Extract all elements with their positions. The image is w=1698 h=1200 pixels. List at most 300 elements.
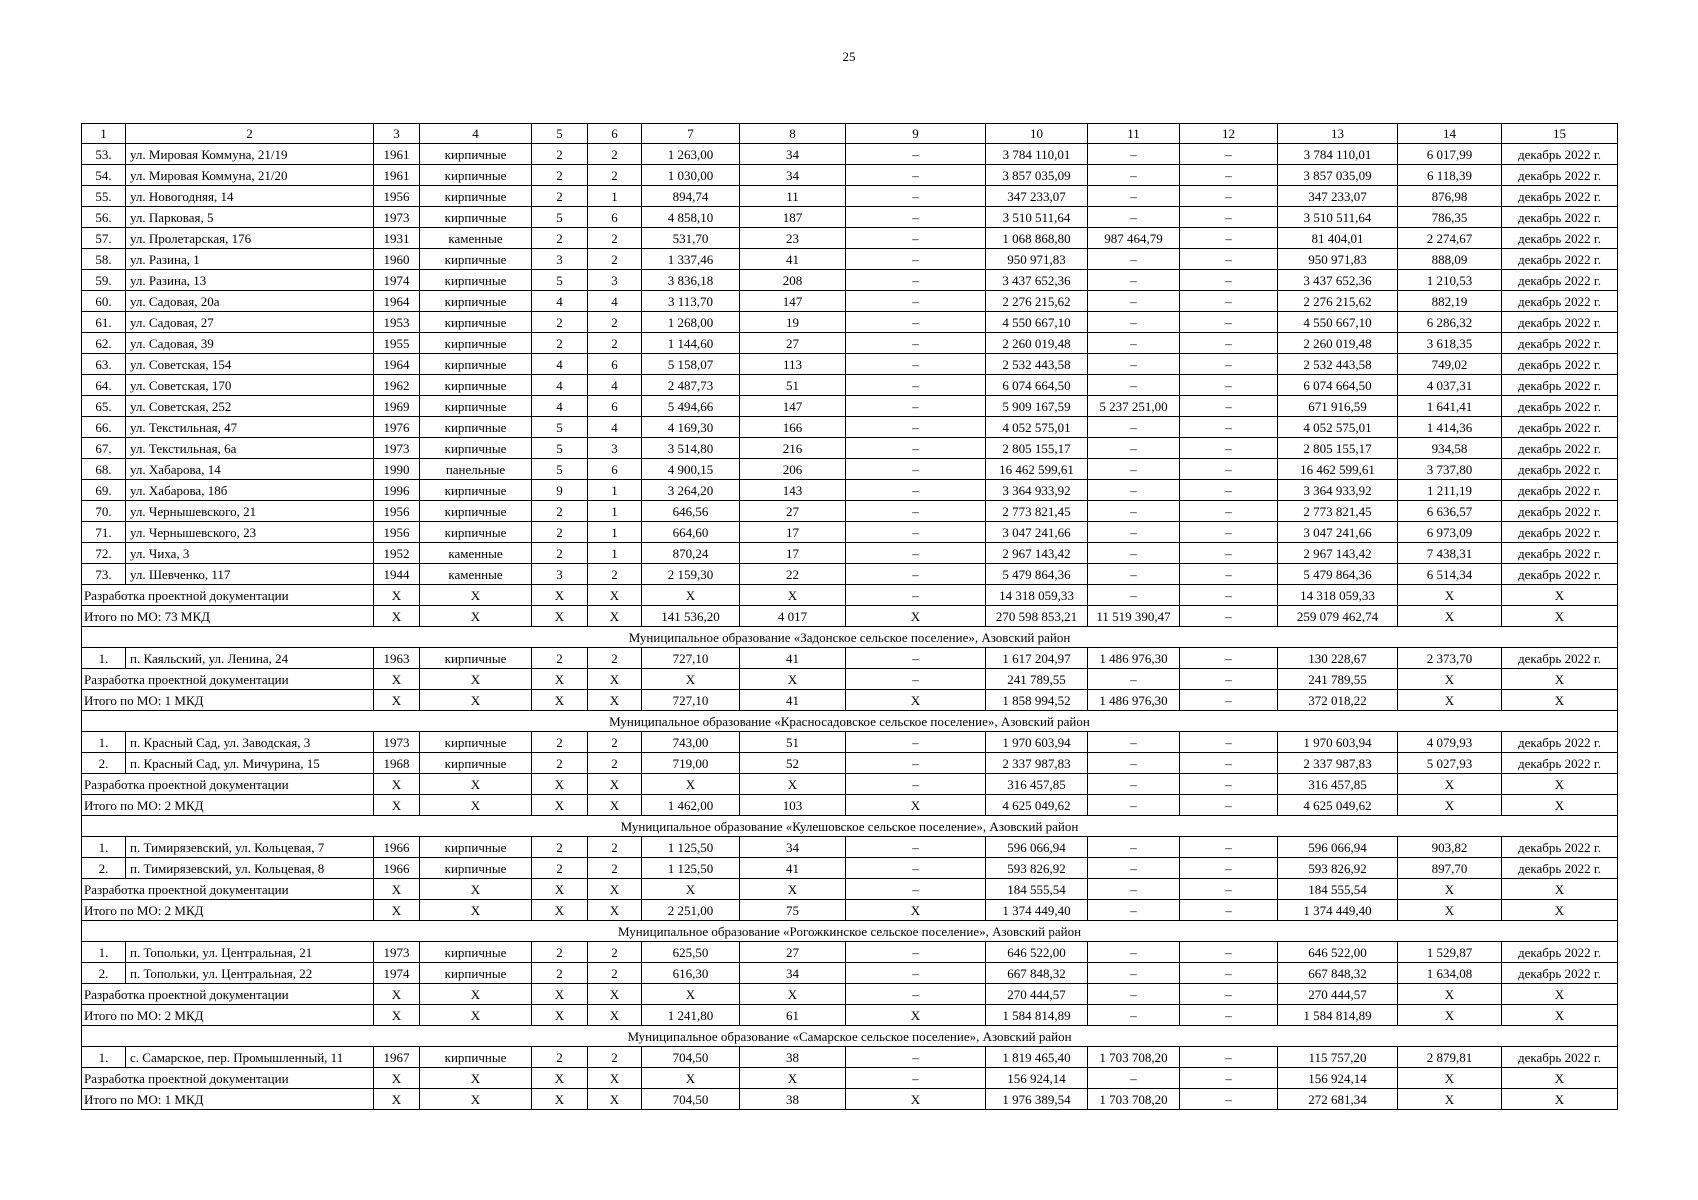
column-number-cell: 4 <box>420 124 532 144</box>
table-cell: X <box>588 606 642 627</box>
table-cell: 2 373,70 <box>1398 648 1502 669</box>
table-cell: 1 125,50 <box>642 837 740 858</box>
table-cell: X <box>1502 984 1618 1005</box>
table-cell: 3 <box>532 564 588 585</box>
table-cell: 1 634,08 <box>1398 963 1502 984</box>
table-cell: 1 703 708,20 <box>1088 1089 1180 1110</box>
table-cell: 2 <box>532 543 588 564</box>
table-cell: X <box>420 774 532 795</box>
table-cell: 2. <box>82 858 126 879</box>
table-cell: – <box>1088 249 1180 270</box>
table-cell: декабрь 2022 г. <box>1502 501 1618 522</box>
table-cell: 2 <box>532 501 588 522</box>
table-cell: X <box>588 1005 642 1026</box>
table-cell: 6 074 664,50 <box>986 375 1088 396</box>
table-cell: 19 <box>740 312 846 333</box>
table-cell: 55. <box>82 186 126 207</box>
table-cell: 876,98 <box>1398 186 1502 207</box>
table-cell: X <box>588 774 642 795</box>
address-cell: ул. Пролетарская, 176 <box>126 228 374 249</box>
table-cell: 950 971,83 <box>986 249 1088 270</box>
table-cell: – <box>1088 270 1180 291</box>
table-cell: 2 <box>532 228 588 249</box>
table-cell: 115 757,20 <box>1278 1047 1398 1068</box>
table-cell: X <box>1398 774 1502 795</box>
table-cell: кирпичные <box>420 837 532 858</box>
table-cell: – <box>1180 438 1278 459</box>
table-cell: декабрь 2022 г. <box>1502 396 1618 417</box>
table-cell: X <box>1502 900 1618 921</box>
table-cell: – <box>1180 543 1278 564</box>
section-title: Муниципальное образование «Рогожкинское сельское поселение», Азовский район <box>82 921 1618 942</box>
table-cell: – <box>1180 690 1278 711</box>
table-cell: 1 <box>588 501 642 522</box>
table-cell: 3 <box>532 249 588 270</box>
table-cell: 75 <box>740 900 846 921</box>
table-cell: 4 017 <box>740 606 846 627</box>
table-cell: 3 784 110,01 <box>1278 144 1398 165</box>
table-cell: X <box>374 690 420 711</box>
table-cell: X <box>588 690 642 711</box>
column-number-cell: 10 <box>986 124 1088 144</box>
table-cell: 2 <box>532 522 588 543</box>
table-cell: кирпичные <box>420 942 532 963</box>
table-cell: 1976 <box>374 417 420 438</box>
address-cell: п. Красный Сад, ул. Заводская, 3 <box>126 732 374 753</box>
table-cell: 6 <box>588 354 642 375</box>
table-cell: кирпичные <box>420 207 532 228</box>
table-cell: 2 <box>588 249 642 270</box>
address-cell: с. Самарское, пер. Промышленный, 11 <box>126 1047 374 1068</box>
table-cell: – <box>1180 417 1278 438</box>
table-cell: 2 <box>588 1047 642 1068</box>
table-cell: 103 <box>740 795 846 816</box>
table-row <box>82 207 1618 228</box>
summary-label: Разработка проектной документации <box>82 1068 374 1089</box>
table-cell: – <box>846 564 986 585</box>
table-cell: 5 <box>532 207 588 228</box>
table-cell: 1953 <box>374 312 420 333</box>
address-cell: ул. Разина, 13 <box>126 270 374 291</box>
table-cell: 16 462 599,61 <box>986 459 1088 480</box>
table-cell: кирпичные <box>420 312 532 333</box>
table-cell: 3 <box>588 270 642 291</box>
table-cell: 1960 <box>374 249 420 270</box>
table-cell: – <box>1088 375 1180 396</box>
table-cell: X <box>642 879 740 900</box>
table-cell: 4 550 667,10 <box>1278 312 1398 333</box>
table-cell: 2 805 155,17 <box>986 438 1088 459</box>
table-cell: 1 <box>588 480 642 501</box>
table-cell: 894,74 <box>642 186 740 207</box>
table-cell: 2 <box>588 564 642 585</box>
table-cell: 4 550 667,10 <box>986 312 1088 333</box>
table-cell: – <box>1088 438 1180 459</box>
table-cell: 3 784 110,01 <box>986 144 1088 165</box>
table-cell: 719,00 <box>642 753 740 774</box>
table-cell: X <box>1398 669 1502 690</box>
table-cell: 1 617 204,97 <box>986 648 1088 669</box>
column-number-cell: 6 <box>588 124 642 144</box>
table-cell: X <box>642 669 740 690</box>
table-cell: X <box>532 984 588 1005</box>
table-cell: 2 <box>532 942 588 963</box>
table-cell: – <box>1180 165 1278 186</box>
table-cell: – <box>1088 333 1180 354</box>
table-cell: 897,70 <box>1398 858 1502 879</box>
table-cell: – <box>1180 375 1278 396</box>
table-cell: 6 636,57 <box>1398 501 1502 522</box>
table-body <box>82 124 1618 1110</box>
table-cell: 2 879,81 <box>1398 1047 1502 1068</box>
table-cell: – <box>1180 774 1278 795</box>
table-cell: 1969 <box>374 396 420 417</box>
table-cell: 4 037,31 <box>1398 375 1502 396</box>
table-cell: – <box>1088 354 1180 375</box>
table-cell: 1952 <box>374 543 420 564</box>
table-cell: 241 789,55 <box>986 669 1088 690</box>
table-row <box>82 312 1618 333</box>
table-cell: – <box>846 879 986 900</box>
table-cell: 4 <box>532 375 588 396</box>
table-cell: кирпичные <box>420 480 532 501</box>
table-cell: 41 <box>740 648 846 669</box>
table-cell: – <box>1180 837 1278 858</box>
table-cell: – <box>846 312 986 333</box>
address-cell: ул. Чернышевского, 23 <box>126 522 374 543</box>
table-cell: 671 916,59 <box>1278 396 1398 417</box>
table-cell: 67. <box>82 438 126 459</box>
table-cell: 1. <box>82 942 126 963</box>
table-cell: декабрь 2022 г. <box>1502 1047 1618 1068</box>
table-cell: – <box>1180 354 1278 375</box>
table-cell: 727,10 <box>642 648 740 669</box>
table-cell: кирпичные <box>420 291 532 312</box>
table-cell: – <box>1088 774 1180 795</box>
table-cell: 5 <box>532 459 588 480</box>
table-cell: декабрь 2022 г. <box>1502 648 1618 669</box>
table-cell: – <box>846 648 986 669</box>
table-cell: – <box>1180 1005 1278 1026</box>
section-title: Муниципальное образование «Самарское сельское поселение», Азовский район <box>82 1026 1618 1047</box>
table-cell: X <box>374 900 420 921</box>
table-cell: X <box>532 774 588 795</box>
summary-row <box>82 984 1618 1005</box>
table-cell: 1961 <box>374 165 420 186</box>
table-cell: 2 <box>588 144 642 165</box>
table-cell: 1963 <box>374 648 420 669</box>
table-cell: 1 970 603,94 <box>986 732 1088 753</box>
table-row <box>82 291 1618 312</box>
address-cell: ул. Советская, 252 <box>126 396 374 417</box>
table-cell: 2 967 143,42 <box>1278 543 1398 564</box>
table-cell: 61. <box>82 312 126 333</box>
table-cell: 5 494,66 <box>642 396 740 417</box>
table-cell: X <box>532 900 588 921</box>
table-cell: 1964 <box>374 291 420 312</box>
table-cell: 53. <box>82 144 126 165</box>
table-cell: 11 519 390,47 <box>1088 606 1180 627</box>
table-cell: 3 047 241,66 <box>986 522 1088 543</box>
table-cell: – <box>1088 669 1180 690</box>
table-cell: 704,50 <box>642 1089 740 1110</box>
table-cell: X <box>740 774 846 795</box>
table-cell: 2 <box>588 165 642 186</box>
table-cell: – <box>846 984 986 1005</box>
table-cell: декабрь 2022 г. <box>1502 438 1618 459</box>
table-cell: кирпичные <box>420 501 532 522</box>
table-cell: декабрь 2022 г. <box>1502 165 1618 186</box>
column-number-cell: 13 <box>1278 124 1398 144</box>
table-cell: 2 773 821,45 <box>986 501 1088 522</box>
table-cell: 1 125,50 <box>642 858 740 879</box>
table-cell: X <box>374 1089 420 1110</box>
table-cell: 646 522,00 <box>986 942 1088 963</box>
table-cell: X <box>532 795 588 816</box>
address-cell: ул. Мировая Коммуна, 21/20 <box>126 165 374 186</box>
table-cell: X <box>420 1068 532 1089</box>
table-cell: X <box>588 900 642 921</box>
table-cell: 4 <box>588 417 642 438</box>
table-cell: 4 858,10 <box>642 207 740 228</box>
table-cell: 34 <box>740 837 846 858</box>
table-cell: 316 457,85 <box>1278 774 1398 795</box>
table-cell: 3 264,20 <box>642 480 740 501</box>
table-cell: 6 <box>588 207 642 228</box>
table-cell: 22 <box>740 564 846 585</box>
table-cell: X <box>420 1089 532 1110</box>
table-cell: 1 584 814,89 <box>1278 1005 1398 1026</box>
table-cell: – <box>1088 585 1180 606</box>
table-cell: – <box>1180 522 1278 543</box>
address-cell: ул. Чернышевского, 21 <box>126 501 374 522</box>
table-cell: 147 <box>740 396 846 417</box>
table-cell: 3 618,35 <box>1398 333 1502 354</box>
table-cell: декабрь 2022 г. <box>1502 249 1618 270</box>
address-cell: п. Тимирязевский, ул. Кольцевая, 8 <box>126 858 374 879</box>
table-cell: – <box>1088 1068 1180 1089</box>
table-cell: 1974 <box>374 963 420 984</box>
table-cell: 5 237 251,00 <box>1088 396 1180 417</box>
table-cell: 156 924,14 <box>1278 1068 1398 1089</box>
table-cell: 1956 <box>374 186 420 207</box>
table-cell: 2 <box>588 753 642 774</box>
table-cell: 2 <box>532 1047 588 1068</box>
table-cell: 1968 <box>374 753 420 774</box>
table-cell: – <box>1088 900 1180 921</box>
table-cell: 4 052 575,01 <box>986 417 1088 438</box>
table-cell: – <box>1180 1089 1278 1110</box>
table-cell: – <box>1088 795 1180 816</box>
section-header-row <box>82 1026 1618 1047</box>
table-cell: – <box>1180 585 1278 606</box>
table-cell: 1 068 868,80 <box>986 228 1088 249</box>
table-cell: каменные <box>420 564 532 585</box>
table-cell: 2 967 143,42 <box>986 543 1088 564</box>
table-cell: 2 <box>588 648 642 669</box>
table-cell: X <box>846 1005 986 1026</box>
address-cell: ул. Чиха, 3 <box>126 543 374 564</box>
table-cell: – <box>846 858 986 879</box>
table-cell: 1931 <box>374 228 420 249</box>
table-cell: 2 <box>532 858 588 879</box>
table-cell: каменные <box>420 543 532 564</box>
table-cell: – <box>1088 879 1180 900</box>
table-cell: – <box>846 732 986 753</box>
table-cell: X <box>420 1005 532 1026</box>
table-cell: 3 047 241,66 <box>1278 522 1398 543</box>
table-cell: 2 <box>532 963 588 984</box>
table-cell: 5 027,93 <box>1398 753 1502 774</box>
table-cell: кирпичные <box>420 333 532 354</box>
table-cell: – <box>1088 942 1180 963</box>
table-cell: 2 260 019,48 <box>986 333 1088 354</box>
table-cell: X <box>1398 1005 1502 1026</box>
table-cell: – <box>1088 543 1180 564</box>
table-cell: 38 <box>740 1089 846 1110</box>
table-cell: 4 <box>532 396 588 417</box>
table-cell: 187 <box>740 207 846 228</box>
table-cell: X <box>1502 774 1618 795</box>
table-cell: – <box>1180 333 1278 354</box>
table-cell: 882,19 <box>1398 291 1502 312</box>
table-cell: – <box>1180 564 1278 585</box>
table-cell: 4 <box>588 375 642 396</box>
table-cell: X <box>1398 585 1502 606</box>
table-cell: 2 276 215,62 <box>1278 291 1398 312</box>
table-cell: 888,09 <box>1398 249 1502 270</box>
table-cell: – <box>846 963 986 984</box>
address-cell: п. Каяльский, ул. Ленина, 24 <box>126 648 374 669</box>
table-cell: – <box>1180 459 1278 480</box>
section-title: Муниципальное образование «Красносадовское сельское поселение», Азовский район <box>82 711 1618 732</box>
table-cell: X <box>846 900 986 921</box>
table-row <box>82 249 1618 270</box>
table-cell: – <box>846 522 986 543</box>
table-cell: 3 113,70 <box>642 291 740 312</box>
section-header-row <box>82 816 1618 837</box>
table-cell: 166 <box>740 417 846 438</box>
table-cell: 531,70 <box>642 228 740 249</box>
table-cell: 130 228,67 <box>1278 648 1398 669</box>
table-cell: 1944 <box>374 564 420 585</box>
table-cell: 3 <box>588 438 642 459</box>
table-cell: декабрь 2022 г. <box>1502 270 1618 291</box>
table-cell: 1967 <box>374 1047 420 1068</box>
table-cell: – <box>1180 186 1278 207</box>
table-cell: X <box>588 585 642 606</box>
table-cell: 58. <box>82 249 126 270</box>
table-cell: 5 909 167,59 <box>986 396 1088 417</box>
table-cell: 34 <box>740 963 846 984</box>
table-row <box>82 648 1618 669</box>
table-cell: 625,50 <box>642 942 740 963</box>
table-cell: – <box>846 186 986 207</box>
table-cell: – <box>846 1068 986 1089</box>
table-cell: – <box>1180 606 1278 627</box>
address-cell: ул. Хабарова, 14 <box>126 459 374 480</box>
table-row <box>82 438 1618 459</box>
table-row <box>82 480 1618 501</box>
column-number-cell: 5 <box>532 124 588 144</box>
table-cell: 2 532 443,58 <box>1278 354 1398 375</box>
table-cell: 6 514,34 <box>1398 564 1502 585</box>
table-cell: 593 826,92 <box>986 858 1088 879</box>
table-cell: 2 276 215,62 <box>986 291 1088 312</box>
table-cell: 2 <box>588 732 642 753</box>
summary-label: Итого по МО: 1 МКД <box>82 690 374 711</box>
table-cell: кирпичные <box>420 438 532 459</box>
table-cell: – <box>846 480 986 501</box>
table-cell: – <box>1180 207 1278 228</box>
table-cell: 347 233,07 <box>986 186 1088 207</box>
table-cell: – <box>1088 564 1180 585</box>
table-row <box>82 732 1618 753</box>
table-cell: декабрь 2022 г. <box>1502 858 1618 879</box>
table-cell: X <box>1502 669 1618 690</box>
table-cell: 1 241,80 <box>642 1005 740 1026</box>
table-cell: 5 <box>532 438 588 459</box>
table-cell: X <box>374 774 420 795</box>
table-cell: 1964 <box>374 354 420 375</box>
table-cell: – <box>846 543 986 564</box>
table-cell: 63. <box>82 354 126 375</box>
table-cell: панельные <box>420 459 532 480</box>
table-cell: – <box>1088 1005 1180 1026</box>
table-cell: декабрь 2022 г. <box>1502 186 1618 207</box>
table-cell: – <box>846 837 986 858</box>
table-cell: 1 263,00 <box>642 144 740 165</box>
table-cell: – <box>1180 228 1278 249</box>
table-cell: 64. <box>82 375 126 396</box>
table-cell: декабрь 2022 г. <box>1502 963 1618 984</box>
column-number-cell: 15 <box>1502 124 1618 144</box>
table-cell: 1 641,41 <box>1398 396 1502 417</box>
address-cell: ул. Парковая, 5 <box>126 207 374 228</box>
table-cell: 2 274,67 <box>1398 228 1502 249</box>
table-row <box>82 501 1618 522</box>
table-cell: 593 826,92 <box>1278 858 1398 879</box>
table-cell: – <box>1180 942 1278 963</box>
table-cell: X <box>588 795 642 816</box>
table-cell: 1961 <box>374 144 420 165</box>
table-cell: X <box>532 1005 588 1026</box>
table-cell: кирпичные <box>420 165 532 186</box>
table-cell: X <box>532 879 588 900</box>
column-number-cell: 2 <box>126 124 374 144</box>
table-cell: 5 479 864,36 <box>1278 564 1398 585</box>
table-cell: 1 858 994,52 <box>986 690 1088 711</box>
table-cell: 270 444,57 <box>986 984 1088 1005</box>
table-cell: – <box>1180 858 1278 879</box>
table-cell: 56. <box>82 207 126 228</box>
table-cell: 749,02 <box>1398 354 1502 375</box>
address-cell: ул. Садовая, 39 <box>126 333 374 354</box>
table-row <box>82 543 1618 564</box>
table-cell: 3 510 511,64 <box>986 207 1088 228</box>
table-cell: X <box>1398 1068 1502 1089</box>
table-cell: 2 487,73 <box>642 375 740 396</box>
table-cell: 2 <box>532 144 588 165</box>
column-number-row <box>82 124 1618 144</box>
table-cell: 6 286,32 <box>1398 312 1502 333</box>
table-cell: 1973 <box>374 207 420 228</box>
table-cell: 1 529,87 <box>1398 942 1502 963</box>
table-cell: 9 <box>532 480 588 501</box>
table-cell: 2 532 443,58 <box>986 354 1088 375</box>
table-cell: X <box>374 1068 420 1089</box>
table-cell: 2 <box>532 312 588 333</box>
